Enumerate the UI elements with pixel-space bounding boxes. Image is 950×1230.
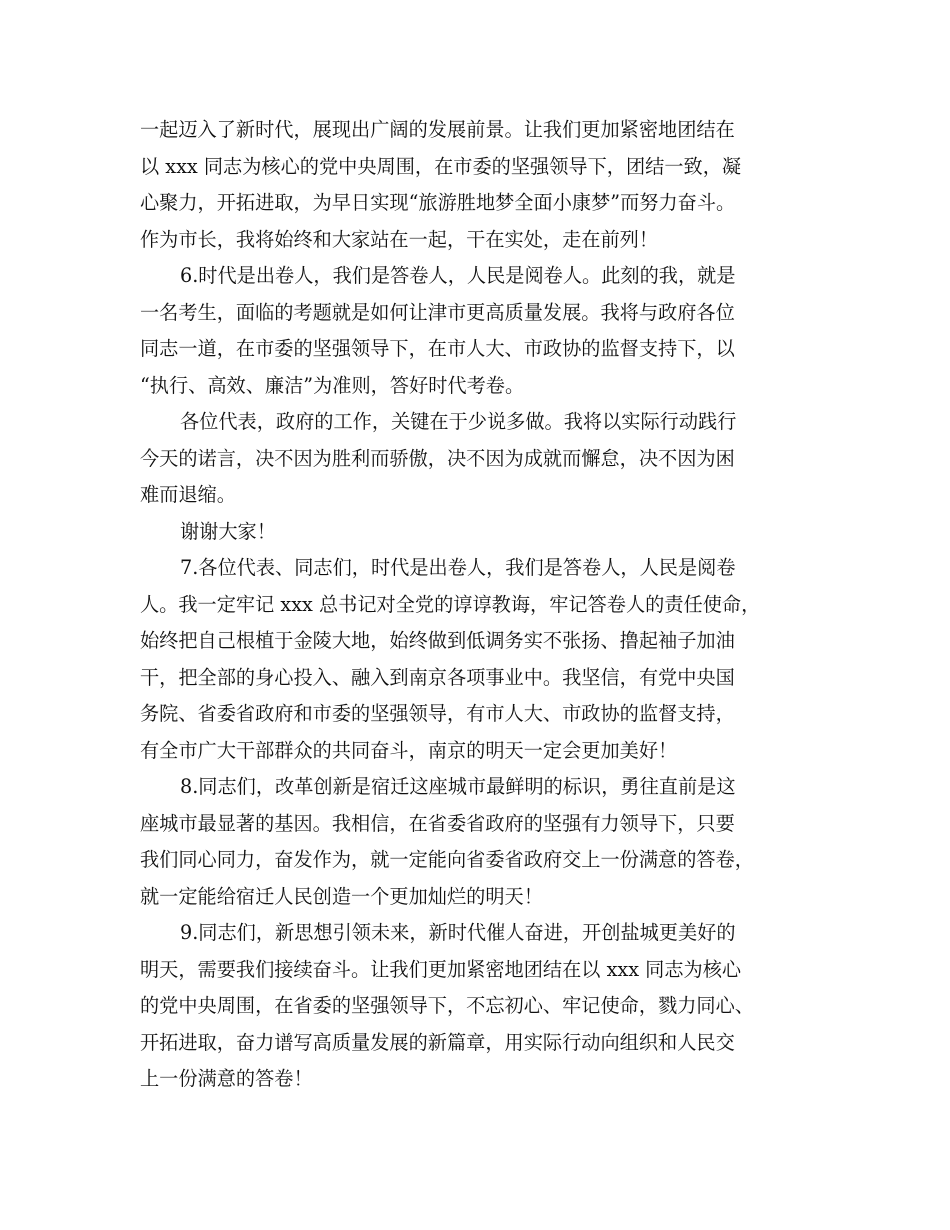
paragraph-line: 始终把自己根植于金陵大地，始终做到低调务实不张扬、撸起袖子加油 <box>140 629 735 652</box>
paragraph-line: 上一份满意的答卷！ <box>140 1067 313 1090</box>
paragraph-line: 座城市最显著的基因。我相信，在省委省政府的坚强有力领导下，只要 <box>140 811 735 835</box>
paragraph-line: 务院、省委省政府和市委的坚强领导，有市人大、市政协的监督支持， <box>140 702 735 725</box>
paragraph-line: 一名考生，面临的考题就是如何让津市更高质量发展。我将与政府各位 <box>140 300 735 324</box>
paragraph-first-line: 6.时代是出卷人，我们是答卷人，人民是阅卷人。此刻的我，就是 <box>180 264 736 287</box>
paragraph-line: 开拓进取，奋力谱写高质量发展的新篇章，用实际行动向组织和人民交 <box>140 1030 735 1054</box>
paragraph-line: 明天，需要我们接续奋斗。让我们更加紧密地团结在以 xxx 同志为核心 <box>140 957 742 981</box>
paragraph-line: 就一定能给宿迁人民创造一个更加灿烂的明天！ <box>140 884 543 908</box>
paragraph-line: 以 xxx 同志为核心的党中央周围，在市委的坚强领导下，团结一致，凝 <box>140 154 742 178</box>
paragraph-line: “执行、高效、廉洁”为准则，答好时代考卷。 <box>140 373 525 397</box>
paragraph-line: 的党中央周围，在省委的坚强领导下，不忘初心、牢记使命，戮力同心、 <box>140 994 754 1017</box>
paragraph-line: 作为市长，我将始终和大家站在一起，干在实处，走在前列！ <box>140 227 659 251</box>
paragraph-line: 心聚力，开拓进取，为早日实现“旅游胜地梦全面小康梦”而努力奋斗。 <box>140 191 736 214</box>
paragraph-first-line: 各位代表，政府的工作，关键在于少说多做。我将以实际行动践行 <box>180 410 737 433</box>
paragraph-first-line: 9.同志们，新思想引领未来，新时代催人奋进，开创盐城更美好的 <box>180 921 736 944</box>
paragraph-line: 一起迈入了新时代，展现出广阔的发展前景。让我们更加紧密地团结在 <box>140 118 735 141</box>
paragraph-first-line: 7.各位代表、同志们，时代是出卷人，我们是答卷人，人民是阅卷 <box>180 556 736 579</box>
paragraph-line: 人。我一定牢记 xxx 总书记对全党的谆谆教诲，牢记答卷人的责任使命， <box>140 592 761 616</box>
paragraph-line: 今天的诺言，决不因为胜利而骄傲，决不因为成就而懈怠，决不因为困 <box>140 446 735 470</box>
document-body <box>140 112 830 1098</box>
paragraph-first-line: 谢谢大家！ <box>180 519 276 543</box>
paragraph-first-line: 8.同志们，改革创新是宿迁这座城市最鲜明的标识，勇往直前是这 <box>180 775 736 798</box>
paragraph-line: 干，把全部的身心投入、融入到南京各项事业中。我坚信，有党中央国 <box>140 665 735 689</box>
paragraph-line: 同志一道，在市委的坚强领导下，在市人大、市政协的监督支持下，以 <box>140 337 735 360</box>
paragraph-line: 难而退缩。 <box>140 483 236 506</box>
paragraph-line: 有全市广大干部群众的共同奋斗，南京的明天一定会更加美好！ <box>140 738 678 762</box>
paragraph-line: 我们同心同力，奋发作为，就一定能向省委省政府交上一份满意的答卷， <box>140 848 754 871</box>
